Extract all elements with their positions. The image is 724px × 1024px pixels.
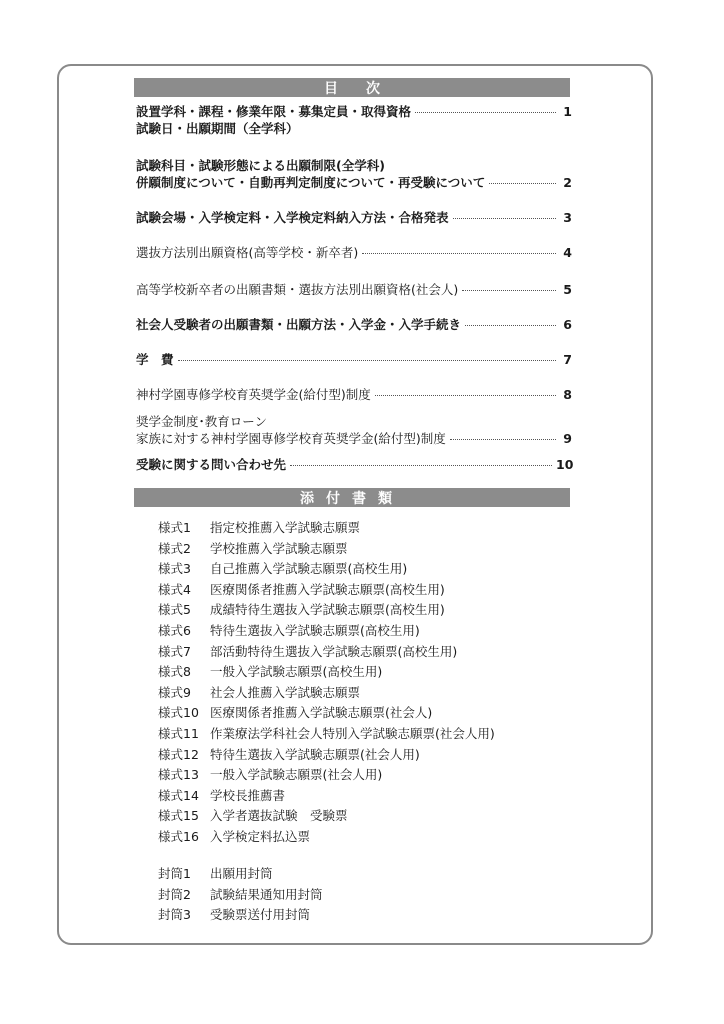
toc-page-number: 4: [563, 245, 572, 260]
toc-page-number: 7: [563, 352, 572, 367]
form-title: 一般入学試験志願票(高校生用): [210, 664, 383, 680]
toc-page-number: 6: [563, 317, 572, 332]
toc-entry-10[interactable]: [136, 456, 572, 473]
form-title: 学校長推薦書: [210, 787, 286, 803]
envelope-item[interactable]: [158, 885, 323, 906]
form-code: 様式9: [158, 684, 191, 700]
toc-page-number: 9: [563, 431, 572, 446]
form-title: 指定校推薦入学試験志願票: [210, 520, 361, 535]
envelope-code: 封筒3: [158, 907, 191, 923]
envelope-code: 封筒1: [158, 866, 191, 881]
dot-leader: [453, 218, 556, 219]
toc-entry-7[interactable]: [136, 351, 572, 368]
dot-leader: [415, 112, 556, 113]
form-item[interactable]: [158, 539, 495, 560]
dot-leader: [489, 183, 556, 184]
form-code: 様式15: [158, 808, 199, 824]
toc-entry-text: 神村学園専修学校育英奨学金(給付型)制度: [136, 387, 371, 402]
dot-leader: [462, 290, 556, 291]
toc-entry-9[interactable]: [136, 413, 572, 447]
toc-entry-text: 学 費: [136, 352, 174, 367]
toc-page-number: 8: [563, 387, 572, 402]
forms-list: [158, 518, 495, 848]
envelope-title: 受験票送付用封筒: [210, 907, 311, 923]
toc-entry-text: 併願制度について・自動再判定制度について・再受験について: [136, 175, 486, 190]
toc-page-number: 1: [563, 104, 572, 119]
form-item[interactable]: [158, 827, 495, 848]
toc-page-number: 5: [563, 282, 572, 297]
form-code: 様式13: [158, 767, 199, 783]
form-item[interactable]: [158, 600, 495, 621]
form-code: 様式11: [158, 725, 199, 741]
dot-leader: [375, 395, 556, 396]
toc-entry-text: 高等学校新卒者の出願書類・選抜方法別出願資格(社会人): [136, 282, 459, 297]
form-code: 様式10: [158, 705, 199, 721]
form-item[interactable]: [158, 518, 495, 539]
form-code: 様式14: [158, 787, 199, 803]
form-item[interactable]: [158, 703, 495, 724]
envelope-title: 出願用封筒: [210, 866, 273, 881]
form-item[interactable]: [158, 683, 495, 704]
toc-entry-3[interactable]: [136, 209, 572, 226]
form-code: 様式3: [158, 561, 191, 577]
form-title: 医療関係者推薦入学試験志願票(社会人): [210, 705, 433, 721]
form-item[interactable]: [158, 559, 495, 580]
form-code: 様式4: [158, 581, 191, 597]
toc-entry-text: 社会人受験者の出願書類・出願方法・入学金・入学手続き: [136, 317, 462, 332]
toc-entry-5[interactable]: [136, 281, 572, 298]
toc-entry-text: 設置学科・課程・修業年限・募集定員・取得資格: [136, 104, 412, 119]
form-item[interactable]: [158, 786, 495, 807]
envelopes-list: [158, 864, 323, 926]
toc-entry-1[interactable]: [136, 103, 572, 137]
envelope-item[interactable]: [158, 905, 323, 926]
toc-entry-text: 試験科目・試験形態による出願制限(全学科): [136, 158, 385, 173]
toc-page-number: 3: [563, 210, 572, 225]
form-code: 様式12: [158, 746, 199, 762]
form-title: 自己推薦入学試験志願票(高校生用): [210, 561, 408, 577]
form-item[interactable]: [158, 642, 495, 663]
form-title: 入学者選抜試験 受験票: [210, 808, 348, 824]
form-title: 部活動特待生選抜入学試験志願票(高校生用): [210, 643, 458, 659]
form-title: 特待生選抜入学試験志願票(高校生用): [210, 622, 420, 638]
form-title: 学校推薦入学試験志願票: [210, 540, 348, 556]
form-code: 様式7: [158, 643, 191, 659]
toc-page-number: 10: [556, 457, 574, 472]
form-code: 様式16: [158, 828, 199, 844]
form-item[interactable]: [158, 580, 495, 601]
toc-header: 目 次: [324, 80, 380, 97]
form-title: 医療関係者推薦入学試験志願票(高校生用): [210, 581, 445, 597]
toc-entry-2[interactable]: [136, 157, 572, 191]
toc-entry-text: 受験に関する問い合わせ先: [136, 457, 287, 472]
form-item[interactable]: [158, 724, 495, 745]
toc-entry-4[interactable]: [136, 244, 572, 261]
dot-leader: [178, 360, 556, 361]
toc-entry-text: 選抜方法別出願資格(高等学校・新卒者): [136, 245, 359, 260]
dot-leader: [450, 439, 556, 440]
attachments-header: 添付書類: [300, 490, 404, 507]
form-item[interactable]: [158, 662, 495, 683]
form-title: 特待生選抜入学試験志願票(社会人用): [210, 746, 420, 762]
form-code: 様式8: [158, 664, 191, 680]
envelope-item[interactable]: [158, 864, 323, 885]
form-title: 作業療法学科社会人特別入学試験志願票(社会人用): [210, 725, 495, 741]
toc-page-number: 2: [563, 175, 572, 190]
form-item[interactable]: [158, 806, 495, 827]
dot-leader: [362, 253, 556, 254]
form-item[interactable]: [158, 765, 495, 786]
dot-leader: [290, 465, 552, 466]
envelope-code: 封筒2: [158, 886, 191, 902]
form-code: 様式2: [158, 540, 191, 556]
form-code: 様式6: [158, 622, 191, 638]
dot-leader: [465, 325, 556, 326]
form-item[interactable]: [158, 745, 495, 766]
toc-header-bar: [134, 78, 570, 97]
attachments-header-bar: [134, 488, 570, 507]
toc-entry-8[interactable]: [136, 386, 572, 403]
toc-entry-text: 家族に対する神村学園専修学校育英奨学金(給付型)制度: [136, 431, 446, 446]
toc-entry-6[interactable]: [136, 316, 572, 333]
form-title: 社会人推薦入学試験志願票: [210, 684, 361, 700]
form-title: 一般入学試験志願票(社会人用): [210, 767, 383, 783]
envelope-title: 試験結果通知用封筒: [210, 886, 323, 902]
form-title: 成績特待生選抜入学試験志願票(高校生用): [210, 602, 445, 618]
form-item[interactable]: [158, 621, 495, 642]
form-code: 様式5: [158, 602, 191, 618]
form-title: 入学検定料払込票: [210, 828, 311, 844]
toc-entry-text: 奨学金制度･教育ローン: [136, 414, 268, 429]
form-code: 様式1: [158, 520, 191, 535]
toc-entry-text: 試験会場・入学検定料・入学検定料納入方法・合格発表: [136, 210, 449, 225]
toc-entry-text: 試験日・出願期間（全学科）: [136, 121, 299, 136]
